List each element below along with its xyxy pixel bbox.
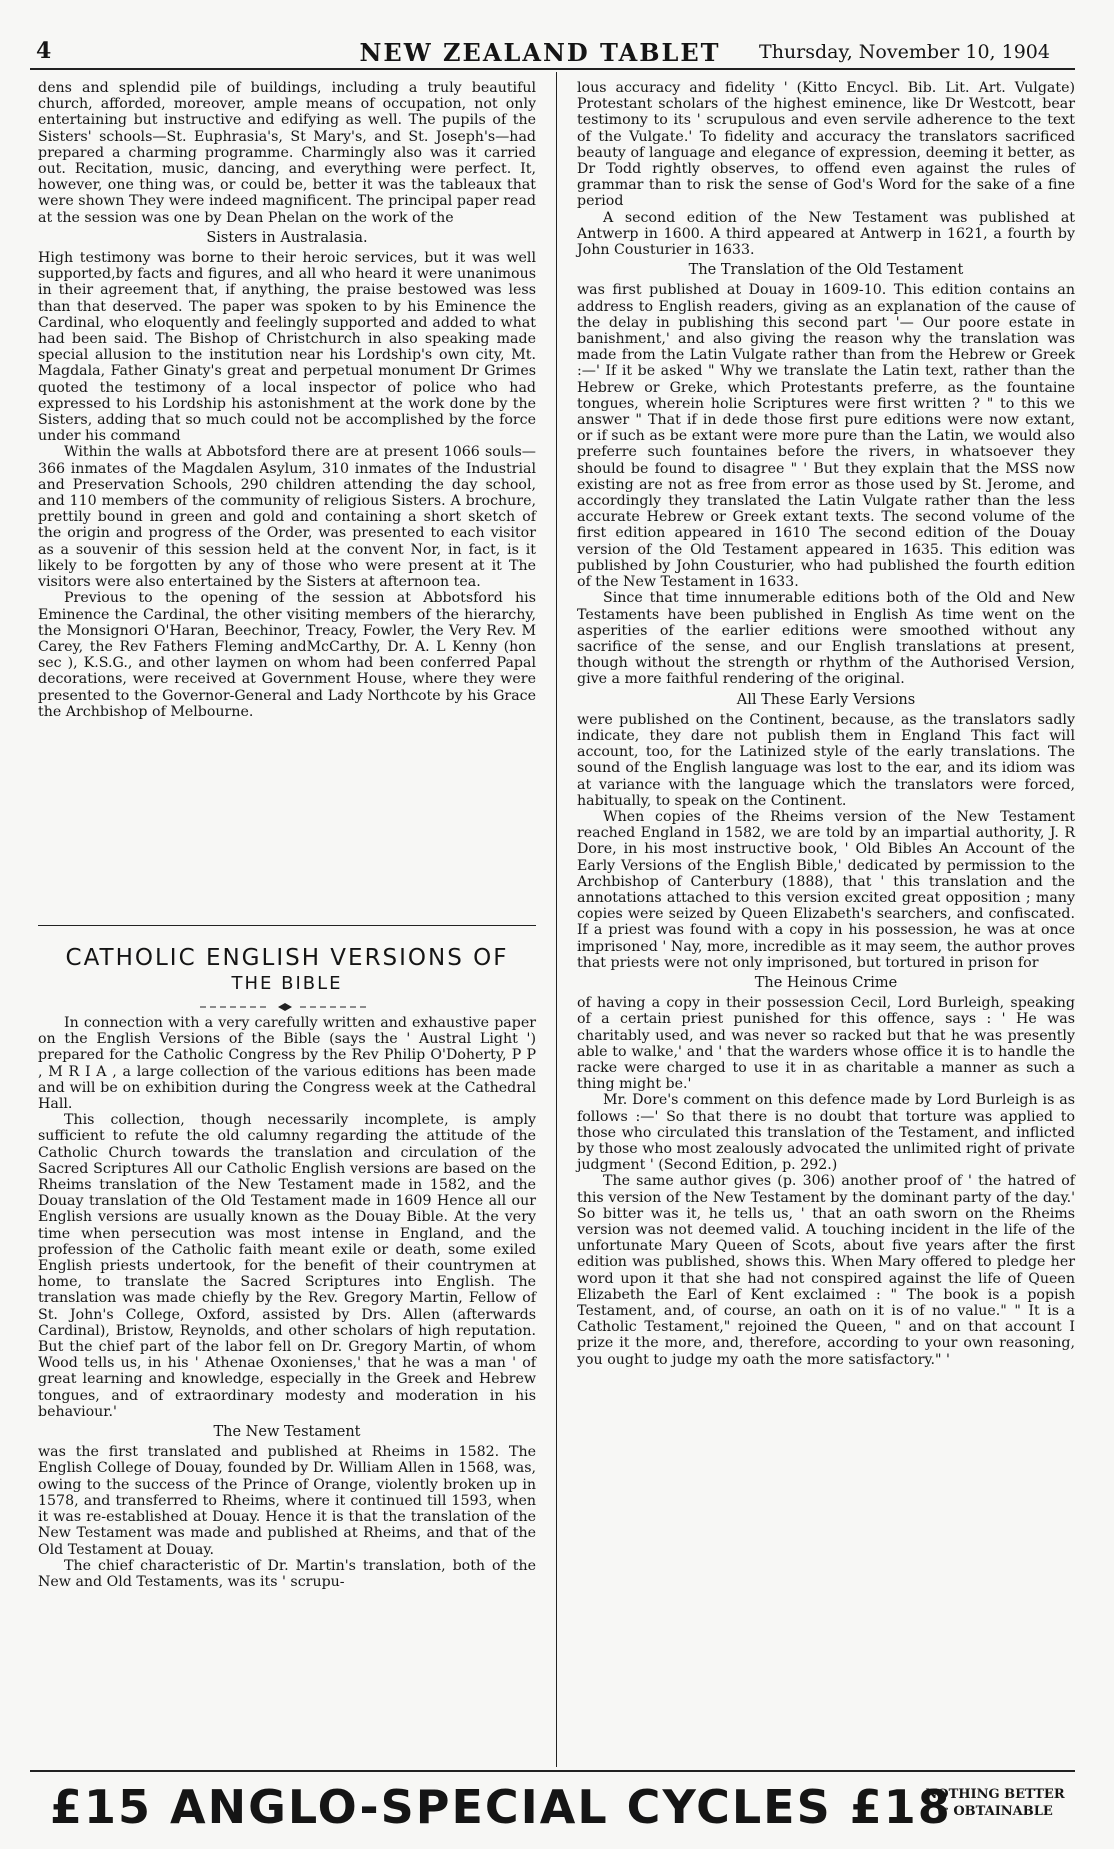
- cycles-advertisement: [30, 1780, 1090, 1840]
- article-headline: [38, 945, 536, 994]
- tagline-line-1: NOTHING BETTER: [925, 1787, 1065, 1802]
- paragraph: Mr. Dore's comment on this defence made by Lord Burleigh is as follows :—' So that there is no doubt that torture was applied to those who circulated this translation of the Testament, and inflicted by those who most zealously advocated the unlimited right of private judgment ' (Second Edition, p. 292.): [577, 1092, 1075, 1174]
- paragraph: The chief characteristic of Dr. Martin's translation, both of the New and Old Testaments, was its ' scrupu-: [38, 1557, 536, 1590]
- article-continued: [38, 80, 536, 720]
- headline-line-2: THE BIBLE: [231, 973, 343, 994]
- paragraph: lous accuracy and fidelity ' (Kitto Encycl. Bib. Lit. Art. Vulgate) Protestant scholars of the highest eminence, like Dr Westcott, bear testimony to its ' scrupulous and even servile adherence to the text of the Vulgate.' To fidelity and accuracy the translators sacrificed beauty of language and elegance of expression, deeming it better, as Dr Todd rightly observes, to offend even against the rules of grammar than to risk the sense of God's Word for the sake of a fine period: [577, 80, 1075, 210]
- paragraph: A second edition of the New Testament was published at Antwerp in 1600. A third appeared at Antwerp in 1621, a fourth by John Cousturier in 1633.: [577, 209, 1075, 259]
- tagline-line-2: ☞ OBTAINABLE: [937, 1804, 1053, 1819]
- paragraph: was first published at Douay in 1609-10. This edition contains an address to English readers, giving as an explanation of the cause of the delay in publishing this second part '— Our poore estate in banishment,' and also giving the reason why the translation was made from the Latin Vulgate rather than from the Hebrew or Greek :—' If it be asked " Why we translate the Latin text, rather than the Hebrew or Greke, which Protestants preferre, as the fountaine tongues, wherein holie Scriptures were first written ? " to this we answer " That if in dede those first pure editions were now extant, or if such as be extant were more pure than the Latin, we would also preferre such fountaines before the rivers, in whatsoever they should be found to disagree " ' But they explain that the MSS now existing are not as free from error as those used by St. Jerome, and accordingly they translated the Latin Vulgate rather than the less accurate Hebrew or Greek extant texts. The second volume of the first edition appeared in 1610 The second edition of the Douay version of the Old Testament appeared in 1635. This edition was published by John Cousturier, who had published the fourth edition of the New Testament in 1633.: [577, 282, 1075, 591]
- paragraph: When copies of the Rheims version of the New Testament reached England in 1582, we are told by an impartial authority, J. R Dore, in his most instructive book, ' Old Bibles An Account of the Early Versions of the English Bible,' dedicated by permission to the Archbishop of Canterbury (1888), that ' this translation and the annotations attached to this version excited great opposition ; many copies were seized by Queen Elizabeth's searchers, and confiscated. If a priest was found with a copy in his possession, he was at once imprisoned ' Nay, more, incredible as it may seem, the author proves that priests were not only imprisoned, but tortured in prison for: [577, 808, 1075, 971]
- page-number: 4: [36, 38, 52, 64]
- masthead-rule: [30, 68, 1075, 70]
- paragraph: Previous to the opening of the session at Abbotsford his Eminence the Cardinal, the other visiting members of the hierarchy, the Monsignori O'Haran, Beechinor, Treacy, Fowler, the Very Rev. M Carey, the Rev Fathers Fleming andMcCarthy, Dr. A. L Kenny (hon sec ), K.S.G., and other laymen on whom had been conferred Papal decorations, were received at Government House, where they were presented to the Governor-General and Lady Northcote by his Grace the Archbishop of Melbourne.: [38, 590, 536, 720]
- advertisement-headline: £15 ANGLO-SPECIAL CYCLES £18: [50, 1780, 952, 1834]
- paragraph: of having a copy in their possession Cecil, Lord Burleigh, speaking of a certain priest punished for this offence, says : ' He was charitably used, and was never so racked but that he was presently able to walke,' and ' that the warders whose office it is to handle the racke were charged to use it in as charitable a manner as such a thing might be.': [577, 995, 1075, 1093]
- paragraph: Since that time innumerable editions both of the Old and New Testaments have been published in English As time went on the asperities of the earlier editions were smoothed without any sacrifice of the sense, and our English translations at present, though without the strength or rhythm of the Authorised Version, give a more faithful rendering of the original.: [577, 590, 1075, 688]
- masthead: [30, 38, 1050, 78]
- paragraph: Within the walls at Abbotsford there are at present 1066 souls—366 inmates of the Magdalen Asylum, 310 inmates of the Industrial and Preservation Schools, 290 children attending the day school, and 110 members of the community of religious Sisters. A brochure, prettily bound in green and gold and containing a short sketch of the origin and progress of the Order, was presented to each visitor as a souvenir of this session held at the convent Nor, in fact, is it likely to be forgotten by any of those who were present at it The visitors were also entertained by the Sisters at afternoon tea.: [38, 444, 536, 591]
- paragraph: The same author gives (p. 306) another proof of ' the hatred of this version of the New Testament by the dominant party of the day.' So bitter was it, he tells us, ' that an oath sworn on the Rheims version was not deemed valid. A touching incident in the life of the unfortunate Mary Queen of Scots, about five years after the first edition was published, shows this. When Mary offered to pledge her word upon it that she had not conspired against the life of Queen Elizabeth the Earl of Kent exclaimed : " The book is a popish Testament, and, of course, an oath on it is of no value." " It is a Catholic Testament," rejoined the Queen, " and on that account I prize it the more, and, therefore, according to your own reasoning, you ought to judge my oath the more satisfactory." ': [577, 1173, 1075, 1368]
- paragraph: In connection with a very carefully written and exhaustive paper on the English Versions of the Bible (says the ' Austral Light ') prepared for the Catholic Congress by the Rev Philip O'Doherty, P P , M R I A , a large collection of the various editions has been made and will be on exhibition during the Congress week at the Cathedral Hall.: [38, 1015, 536, 1113]
- column-divider: [556, 72, 557, 1767]
- headline-line-1: CATHOLIC ENGLISH VERSIONS OF: [65, 945, 509, 971]
- subheading: The Translation of the Old Testament: [688, 262, 964, 279]
- paragraph: This collection, though necessarily incomplete, is amply sufficient to refute the old calumny regarding the attitude of the Catholic Church towards the translation and circulation of the Sacred Scriptures All our Catholic English versions are based on the Rheims translation of the New Testament made in 1582, and the Douay translation of the Old Testament made in 1609 Hence all our English versions are usually known as the Douay Bible. At the very time when persecution was most intense in England, and the profession of the Catholic faith meant exile or death, some exiled English priests undertook, for the benefit of their countrymen at home, to translate the Sacred Scriptures into English. The translation was made chiefly by the Rev. Gregory Martin, Fellow of St. John's College, Oxford, assisted by Drs. Allen (afterwards Cardinal), Bristow, Reynolds, and other scholars of high reputation. But the chief part of the labor fell on Dr. Gregory Martin, of whom Wood tells us, in his ' Athenae Oxonienses,' that he was a man ' of great learning and knowledge, especially in the Greek and Hebrew tongues, and of extraordinary modesty and moderation in his behaviour.': [38, 1112, 536, 1420]
- issue-date: Thursday, November 10, 1904: [759, 41, 1050, 63]
- footer-rule: [30, 1770, 1075, 1772]
- bible-article-part-2: [577, 80, 1075, 1368]
- ornament-divider: [200, 1002, 370, 1012]
- newspaper-title: NEW ZEALAND TABLET: [359, 38, 721, 67]
- paragraph: were published on the Continent, because, as the translators sadly indicate, they dare not publish them in England This fact will account, too, for the Latinized style of the early translations. The sound of the English language was lost to the ear, and its idiom was at variance with the language which the translators were forced, habitually, to speak on the Continent.: [577, 711, 1075, 809]
- subheading: All These Early Versions: [736, 691, 916, 708]
- paragraph: was the first translated and published at Rheims in 1582. The English College of Douay, founded by Dr. William Allen in 1568, was, owing to the success of the Prince of Orange, violently broken up in 1578, and transferred to Rheims, where it continued till 1593, when it was re-established at Douay. Hence it is that the translation of the New Testament was made and published at Rheims, and that of the Old Testament at Douay.: [38, 1444, 536, 1558]
- subheading: Sisters in Australasia.: [206, 229, 368, 246]
- subheading: The New Testament: [213, 1424, 361, 1441]
- article-separator: [38, 925, 536, 926]
- subheading: The Heinous Crime: [754, 974, 898, 991]
- paragraph: dens and splendid pile of buildings, including a truly beautiful church, afforded, moreover, ample means of occupation, not only entertaining but instructive and edifying as well. The pupils of the Sisters' schools—St. Euphrasia's, St Mary's, and St. Joseph's—had prepared a charming programme. Charmingly also was it carried out. Recitation, music, dancing, and everything were perfect. It, however, one thing was, or could be, better it was the tableaux that were shown They were indeed magnificent. The principal paper read at the session was one by Dean Phelan on the work of the: [38, 80, 536, 226]
- bible-article-part-1: [38, 1015, 536, 1590]
- advertisement-tagline: [910, 1786, 1080, 1820]
- paragraph: High testimony was borne to their heroic services, but it was well supported,by facts and figures, and all who heard it were unanimous in their agreement that, if anything, the praise bestowed was less than that deserved. The paper was spoken to by his Eminence the Cardinal, who eloquently and feelingly supported and added to what had been said. The Bishop of Christchurch in also speaking made special allusion to the institution near his Lordship's own city, Mt. Magdala, Father Ginaty's great and perpetual monument Dr Grimes quoted the testimony of a local inspector of police who had expressed to his Lordship his astonishment at the work done by the Sisters, adding that so much could not be accomplished by the force under his command: [38, 250, 536, 445]
